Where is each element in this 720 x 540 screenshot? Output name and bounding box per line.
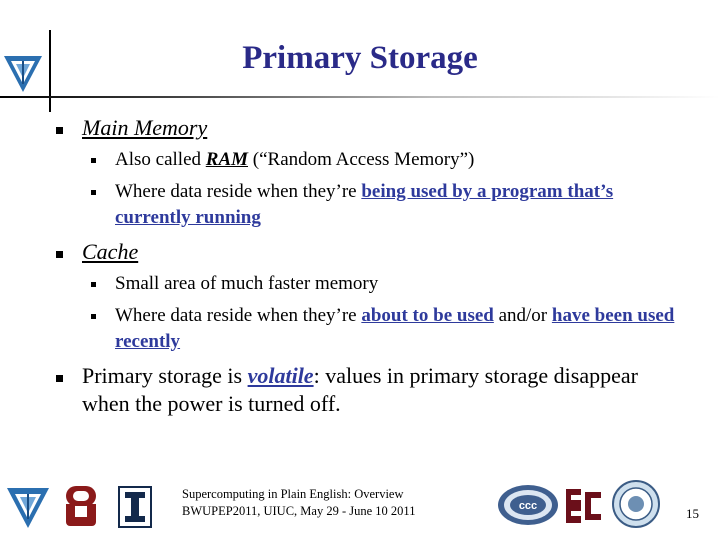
- footer-text: [182, 486, 415, 520]
- bullet-volatile: [82, 362, 642, 418]
- sub-bullet-cache-where: [115, 303, 675, 355]
- text: Where data reside when they’re: [115, 305, 362, 326]
- text: Primary storage is: [82, 363, 248, 388]
- svg-text:ccc: ccc: [518, 500, 538, 512]
- bullet-label: Cache: [82, 239, 139, 264]
- bullet-marker: [56, 375, 63, 382]
- page-number: 15: [686, 506, 699, 521]
- illinois-logo: [118, 486, 152, 528]
- ram-term: RAM: [205, 149, 249, 170]
- bullet-marker: [56, 251, 63, 258]
- oscer-logo: [5, 484, 51, 530]
- text: Where data reside when they’re: [115, 181, 362, 202]
- bullet-marker: [56, 127, 63, 134]
- title-vertical-rule: [49, 30, 51, 112]
- seal-logo: [612, 480, 660, 528]
- sub-bullet-marker: [91, 158, 96, 163]
- footer-line-1: Supercomputing in Plain English: Overview: [182, 487, 404, 501]
- highlight-text: have been used recently: [115, 305, 675, 352]
- oscer-logo-top: [2, 52, 44, 94]
- text: : values in primary storage disappear when the power is turned off.: [82, 363, 638, 416]
- text: and/or: [493, 305, 552, 326]
- slide-title: Primary Storage: [242, 40, 478, 76]
- sub-bullet-marker: [91, 190, 96, 195]
- highlight-text: about to be used: [361, 305, 494, 326]
- bullet-label: Main Memory: [82, 115, 208, 140]
- title-horizontal-rule: [0, 96, 720, 98]
- sub-bullet-small-area: [115, 271, 675, 297]
- sub-bullet-marker: [91, 314, 96, 319]
- ccc-logo: [497, 484, 559, 526]
- ou-logo: [62, 484, 100, 528]
- highlight-text: being used by a program that’s currently running: [115, 181, 614, 228]
- bullet-main-memory: [82, 114, 207, 142]
- text: Also called: [115, 149, 206, 170]
- footer-line-2: BWUPEP2011, UIUC, May 29 - June 10 2011: [182, 504, 416, 518]
- text: (“Random Access Memory”): [248, 149, 475, 170]
- text: Small area of much faster memory: [115, 273, 379, 294]
- bullet-cache: [82, 238, 138, 266]
- ec-logo: [565, 486, 603, 526]
- volatile-term: volatile: [247, 363, 314, 388]
- sub-bullet-ram: [115, 147, 675, 173]
- sub-bullet-marker: [91, 282, 96, 287]
- sub-bullet-where-data: [115, 179, 675, 231]
